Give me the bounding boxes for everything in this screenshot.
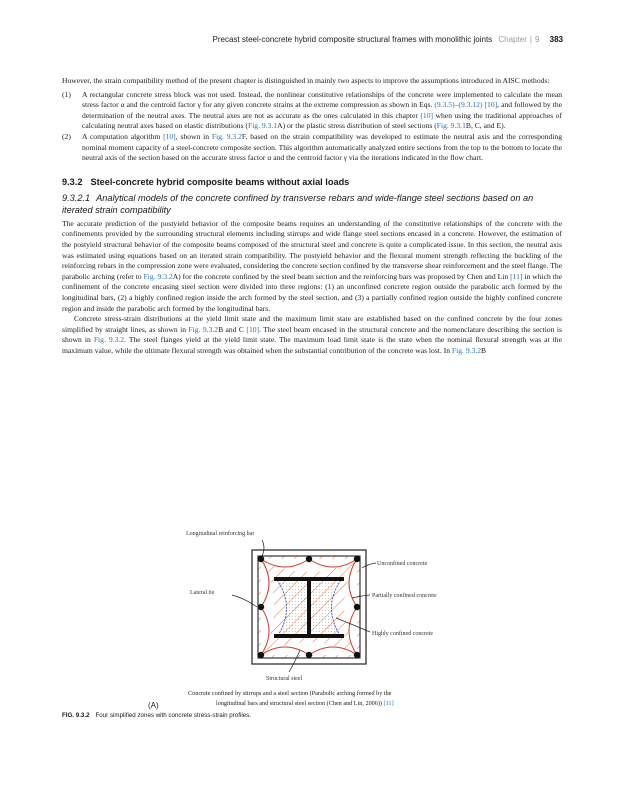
- leader-lines: [232, 540, 376, 672]
- list-number: (1): [62, 89, 71, 99]
- list-item: [62, 132, 562, 164]
- structural-steel: [274, 577, 344, 638]
- body-paragraph: The accurate prediction of the postyield behavior of the composite beams requires an understanding of the constitutive relationships of the concrete with the confinements provided by the surrounding structural elements including stirrups and wide flange steel sections encased in a concrete. However, the estimation of the postyield structural behavior of the composite beams composed of the structural steel and concrete is quite a complicated issue. In this section, the neutral axis was estimated using equations based on an iterated strain compatibility. The postyield behavior and the flexural moment strength reflecting the buckling of the reinforcing rebars in the compression zone were evaluated, considering the concrete section confined by the transverse shear reinforcement and the steel flange. The parabolic arching (refer to Fig. 9.3.2A) for the concrete confined by the steel beam section and the reinforcing bars was proposed by Chen and Lin [11] in which the confinement of the concrete encasing steel section were divided into three regions: (1) an unconfined concrete region outside the parabolic arch formed by the longitudinal bars, (2) a highly confined region inside the arch formed by the steel section, and (3) a partially confined region outside the highly confined concrete region and inside the parabolic arch formed by the longitudinal bars.: [62, 218, 562, 313]
- method-list: [62, 90, 562, 164]
- figure-caption: [62, 712, 251, 719]
- body-paragraph: Concrete stress-strain distributions at the yield limit state and the maximum limit state are established based on the confined concrete by the four zones simplified by straight lines, as shown in Fig. 9.3.2B and C [10]. The steel beam encased in the structural concrete and the nomenclature describing the section is shown in Fig. 9.3.2. The steel flanges yield at the yield limit state. The maximum load limit state is the state when the nominal flexural strength was at the maximum value, while the ultimate flexural strength was obtained when the substantial contribution of the concrete was lost. In Fig. 9.3.2B: [62, 314, 562, 355]
- page-number: 383: [549, 35, 563, 44]
- label-partially-confined: Partially confined concrete: [372, 593, 437, 599]
- running-header: [213, 35, 564, 44]
- partially-confined-zone: [258, 556, 360, 658]
- reference-link[interactable]: [10]: [246, 324, 260, 334]
- concrete-section: [252, 550, 366, 664]
- lateral-tie: [258, 556, 360, 658]
- reference-link[interactable]: [10]: [163, 131, 176, 141]
- chapter-number: 9: [534, 35, 540, 44]
- label-unconfined: Unconfined concrete: [377, 561, 428, 567]
- subsection-heading: 9.3.2.1 Analytical models of the concrete confined by transverse rebars and wide-flange steel sections based on an iterated strain compatibility: [62, 192, 534, 215]
- figure-link[interactable]: Fig. 9.3.1: [436, 121, 466, 131]
- figure-caption-label: FIG. 9.3.2: [62, 712, 90, 719]
- panel-label: (A): [148, 701, 159, 710]
- header-separator: |: [529, 35, 532, 44]
- figure-link[interactable]: Fig. 9.3.2: [143, 271, 173, 281]
- section-heading: 9.3.2 Steel-concrete hybrid composite beams without axial loads: [62, 176, 350, 187]
- highly-confined-zone: [277, 580, 341, 637]
- label-structural-steel: Structural steel: [266, 676, 303, 682]
- label-lateral-tie: Lateral tie: [190, 590, 215, 596]
- longitudinal-bars: [258, 556, 360, 658]
- list-text: A computation algorithm [10], shown in Fig. 9.3.2F, based on the strain compatibility was developed to estimate the neutral axis and the corresponding nominal moment capacity of a steel-concrete composite section. This algorithm automatically analyzed entire sections from the top to the bottom to locate the neutral axis of the section based on the accurate stress factor α and the centroid factor γ via the iterations indicated in the flow chart.: [82, 131, 563, 163]
- subfigure-caption: Concrete confined by stirrups and a steel section (Parabolic arching formed by the longitudinal bars and structural steel section (Chen and Lin, 2006)) [11]: [188, 690, 394, 707]
- running-title: Precast steel-concrete hybrid composite structural frames with monolithic joints: [212, 35, 493, 44]
- reference-link[interactable]: [10]: [420, 110, 434, 120]
- parabolic-arches: [261, 559, 357, 655]
- inner-arches: [277, 580, 341, 637]
- reference-link[interactable]: [10]: [484, 100, 498, 110]
- list-text: A rectangular concrete stress block was not used. Instead, the nonlinear constitutive relationships of the concrete were implemented to calculate the mean stress factor α and the centroid factor γ for any given concrete strains at the extreme compression as shown in Eqs. (9.3.5)–(9.3.12) [10], and followed by the determination of the neutral axes. The neutral axes are not as accurate as the ones calculated in this chapter [10] when using the traditional approaches of calculating neutral axes based on elastic distributions (Fig. 9.3.1A) or the plastic stress distribution of steel sections (Fig. 9.3.1B, C, and E).: [82, 89, 562, 131]
- label-longitudinal-bar: Longitudinal reinforcing bar: [186, 531, 255, 537]
- equation-link[interactable]: (9.3.5)–(9.3.12): [434, 100, 483, 110]
- chapter-label: Chapter: [498, 35, 527, 44]
- figure-link[interactable]: Fig. 9.3.2: [93, 335, 125, 345]
- figure-link[interactable]: Fig. 9.3.2: [188, 324, 219, 334]
- figure-link[interactable]: Fig. 9.3.2: [451, 345, 482, 355]
- reference-link[interactable]: [11]: [383, 700, 394, 707]
- list-item: [62, 90, 562, 132]
- main-content: [62, 76, 562, 356]
- figure-link[interactable]: Fig. 9.3.2: [211, 131, 242, 141]
- list-number: (2): [62, 131, 71, 141]
- reference-link[interactable]: [11]: [510, 271, 523, 281]
- figure-link[interactable]: Fig. 9.3.1: [247, 121, 278, 131]
- figure-caption-text: Four simplified zones with concrete stress-strain profiles.: [95, 712, 251, 719]
- label-highly-confined: Highly confined concrete: [372, 631, 433, 637]
- intro-paragraph: However, the strain compatibility method of the present chapter is distinguished in mainly two aspects to improve the assumptions introduced in AISC methods:: [62, 76, 550, 85]
